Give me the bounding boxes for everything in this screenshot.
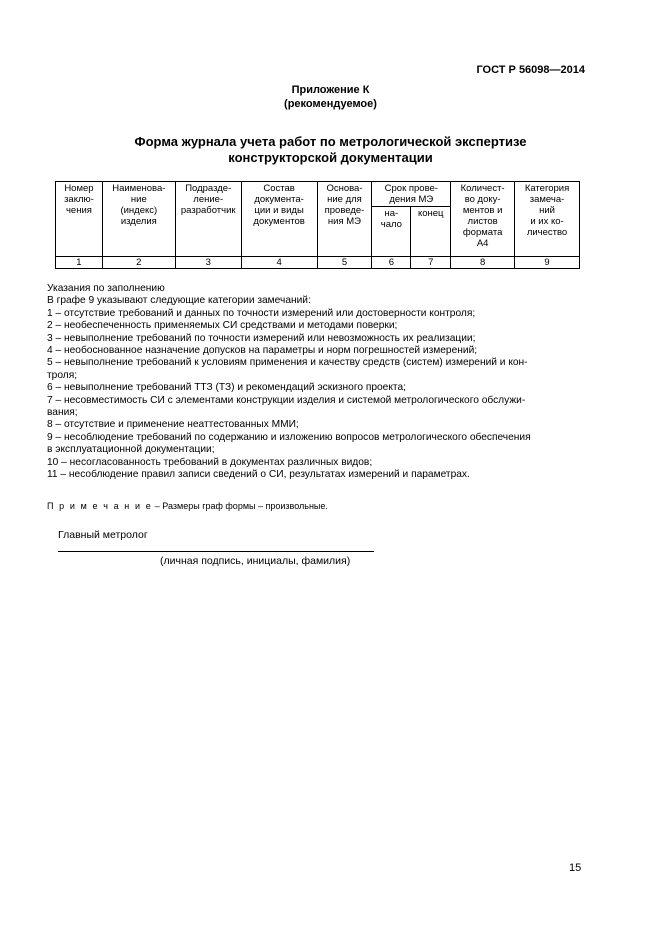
instructions-title: Указания по заполнению [47,283,165,294]
header-line: Категория [524,183,570,194]
appendix-title: Приложение К [291,84,370,96]
header-line: Срок прове- [384,183,438,194]
instruction-item: троля; [47,369,78,381]
appendix-heading [0,83,661,111]
instruction-item: 10 – несогласованность требований в документах различных видов; [47,456,373,468]
header-line: во доку- [464,194,501,205]
col-header [515,182,580,257]
filling-instructions [47,283,587,482]
header-line: документов [253,216,305,227]
header-line: Номер [64,183,94,194]
col-number: 3 [175,257,241,269]
header-line: Подразде- [185,183,232,194]
header-line: ний [539,205,555,216]
header-line: Наименова- [112,183,166,194]
form-title-line-1: Форма журнала учета работ по метрологической экспертизе [134,134,527,149]
instruction-item: 1 – отсутствие требований и данных по точности измерений или достоверности контроля; [47,307,476,319]
header-line: ции и виды [254,205,304,216]
instruction-item: вания; [47,407,78,419]
header-line: конец [417,208,444,219]
header-line: личество [526,227,568,238]
col-header [317,182,372,257]
signatory-role: Главный метролог [58,529,148,541]
header-line: ние [130,194,147,205]
instruction-item: 5 – невыполнение требований к условиям применения и качеству средств (систем) измерений и кон- [47,357,528,369]
header-line: Количест- [460,183,505,194]
header-line: Состав [263,183,295,194]
header-line: и их ко- [530,216,564,227]
instruction-item: 11 – несоблюдение правил записи сведений о СИ, результатах измерений и параметрах. [47,469,470,481]
col-header [102,182,175,257]
signature-caption: (личная подпись, инициалы, фамилия) [160,555,351,567]
journal-form-table [55,181,580,269]
instruction-item: 4 – необоснованное назначение допусков на параметры и норм погрешностей измерений; [47,345,478,357]
col-header [451,182,515,257]
header-line: дения МЭ [389,194,434,205]
col-header [175,182,241,257]
instruction-item: 7 – несовместимость СИ с элементами конструкции изделия и системой метрологического обслужи- [47,394,526,406]
col-number: 4 [241,257,317,269]
col-header-group [372,182,451,207]
standard-code: ГОСТ Р 56098—2014 [476,64,585,76]
col-number: 8 [451,257,515,269]
column-number-row [56,257,580,269]
appendix-subtitle: (рекомендуемое) [284,98,377,110]
col-number: 6 [372,257,411,269]
instruction-item: 9 – несоблюдение требований по содержанию и изложению вопросов метрологического обеспечения [47,431,531,443]
header-line: ление- [193,194,224,205]
page-number: 15 [569,862,582,874]
header-line: чения [65,205,92,216]
form-title-line-2: конструкторской документации [228,150,433,165]
col-number: 7 [411,257,451,269]
header-line: замеча- [529,194,565,205]
header-line: Основа- [326,183,363,194]
col-header [56,182,103,257]
col-subheader [372,207,411,257]
col-header [241,182,317,257]
col-number: 5 [317,257,372,269]
col-number: 9 [515,257,580,269]
col-number: 1 [56,257,103,269]
instruction-item: в эксплуатационной документации; [47,444,215,456]
header-line: (индекс) [120,205,158,216]
form-title [0,134,661,166]
instructions-intro: В графе 9 указывают следующие категории замечаний: [47,295,311,307]
header-line: чало [380,219,402,230]
instruction-item: 3 – невыполнение требований по точности измерений или невозможность их реализации; [47,332,476,344]
instruction-item: 8 – отсутствие и применение неаттестованных ММИ; [47,419,299,431]
note-text: – Размеры граф формы – произвольные. [152,501,328,511]
col-number: 2 [102,257,175,269]
header-line: формата [462,227,503,238]
note [47,501,328,511]
header-line: разработчик [180,205,236,216]
note-label: П р и м е ч а н и е [47,501,153,511]
instruction-item: 6 – невыполнение требований ТТЗ (ТЗ) и рекомендаций эскизного проекта; [47,382,406,394]
header-line: на- [384,208,399,219]
header-line: ментов и [462,205,503,216]
header-line: листов [467,216,498,227]
header-line: проведе- [324,205,365,216]
header-row-1 [56,182,580,207]
header-line: ния МЭ [327,216,362,227]
instruction-item: 2 – необеспеченность применяемых СИ средствами и методами поверки; [47,320,398,332]
signature-line [58,551,374,552]
col-subheader [411,207,451,257]
header-line: изделия [120,216,157,227]
header-line: А4 [476,238,489,249]
header-line: ние для [327,194,362,205]
header-line: заклю- [64,194,94,205]
header-line: документа- [254,194,304,205]
